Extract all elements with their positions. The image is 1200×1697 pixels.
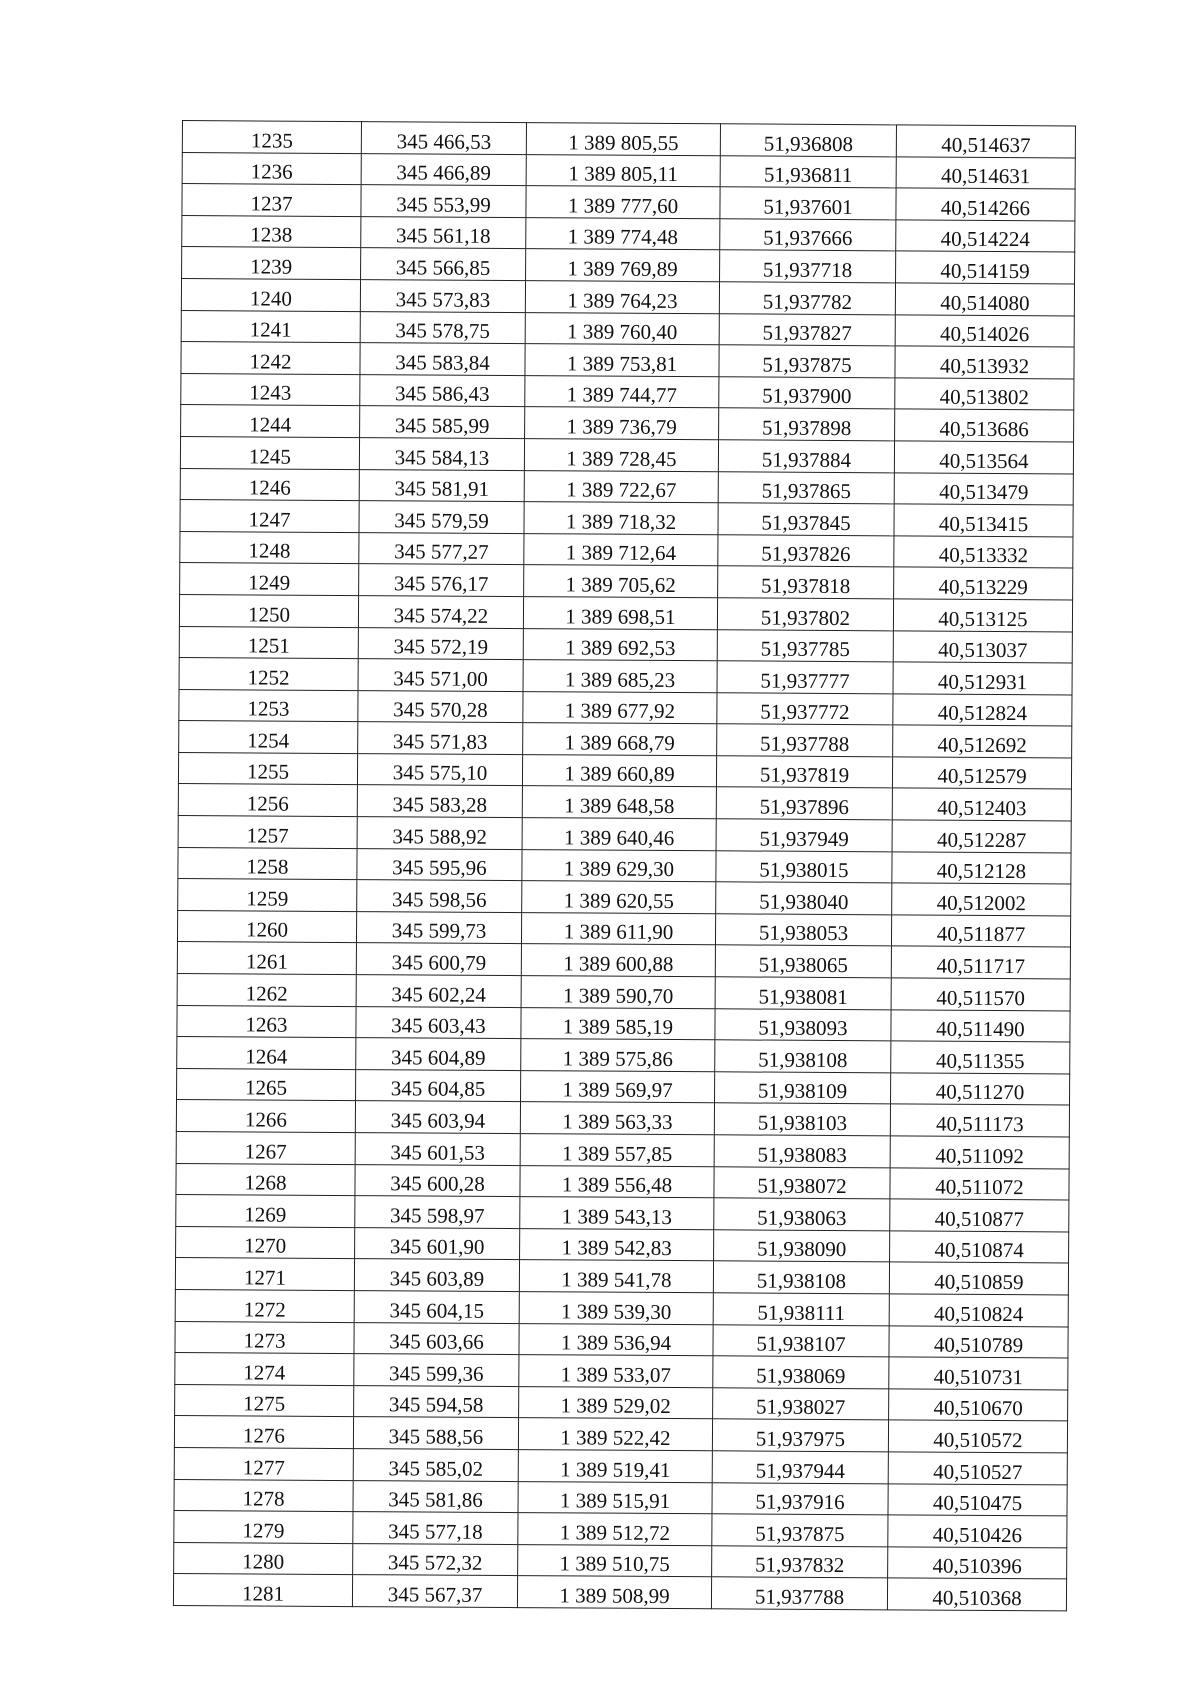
point-number-cell: 1242 xyxy=(181,342,360,375)
point-number-cell: 1247 xyxy=(180,500,359,533)
latitude-cell: 51,937875 xyxy=(719,345,895,378)
latitude-cell: 51,937827 xyxy=(719,313,895,346)
y-coordinate-cell: 1 389 533,07 xyxy=(519,1355,713,1388)
point-number-cell: 1266 xyxy=(176,1100,355,1133)
longitude-cell: 40,511092 xyxy=(890,1136,1069,1169)
latitude-cell: 51,937900 xyxy=(719,377,895,410)
coordinates-table xyxy=(173,120,1076,1611)
latitude-cell: 51,937802 xyxy=(717,598,893,631)
x-coordinate-cell: 345 573,83 xyxy=(360,280,525,313)
longitude-cell: 40,510426 xyxy=(888,1515,1067,1548)
latitude-cell: 51,938111 xyxy=(713,1293,889,1326)
y-coordinate-cell: 1 389 557,85 xyxy=(520,1134,714,1167)
longitude-cell: 40,513125 xyxy=(893,599,1072,632)
y-coordinate-cell: 1 389 774,48 xyxy=(526,217,720,250)
y-coordinate-cell: 1 389 685,23 xyxy=(523,660,717,693)
longitude-cell: 40,514637 xyxy=(896,125,1075,158)
coordinates-table-body xyxy=(173,121,1075,1611)
latitude-cell: 51,938108 xyxy=(715,1040,891,1073)
y-coordinate-cell: 1 389 698,51 xyxy=(523,597,717,630)
table-row xyxy=(173,1574,1066,1611)
y-coordinate-cell: 1 389 620,55 xyxy=(522,881,716,914)
longitude-cell: 40,510859 xyxy=(889,1262,1068,1295)
point-number-cell: 1244 xyxy=(181,405,360,438)
y-coordinate-cell: 1 389 536,94 xyxy=(519,1323,713,1356)
longitude-cell: 40,513564 xyxy=(894,441,1073,474)
longitude-cell: 40,513415 xyxy=(894,504,1073,537)
latitude-cell: 51,938103 xyxy=(714,1103,890,1136)
latitude-cell: 51,937826 xyxy=(718,535,894,568)
point-number-cell: 1261 xyxy=(177,942,356,975)
point-number-cell: 1245 xyxy=(180,436,359,469)
x-coordinate-cell: 345 581,91 xyxy=(359,469,524,502)
point-number-cell: 1264 xyxy=(177,1037,356,1070)
x-coordinate-cell: 345 579,59 xyxy=(359,501,524,534)
x-coordinate-cell: 345 598,56 xyxy=(357,880,522,913)
x-coordinate-cell: 345 594,58 xyxy=(354,1385,519,1418)
y-coordinate-cell: 1 389 542,83 xyxy=(520,1228,714,1261)
longitude-cell: 40,511570 xyxy=(891,978,1070,1011)
y-coordinate-cell: 1 389 575,86 xyxy=(521,1039,715,1072)
latitude-cell: 51,938040 xyxy=(716,882,892,915)
longitude-cell: 40,514224 xyxy=(896,220,1075,253)
point-number-cell: 1262 xyxy=(177,974,356,1007)
x-coordinate-cell: 345 604,85 xyxy=(356,1069,521,1102)
point-number-cell: 1249 xyxy=(180,563,359,596)
y-coordinate-cell: 1 389 512,72 xyxy=(518,1513,712,1546)
y-coordinate-cell: 1 389 556,48 xyxy=(520,1165,714,1198)
y-coordinate-cell: 1 389 541,78 xyxy=(519,1260,713,1293)
longitude-cell: 40,510789 xyxy=(889,1325,1068,1358)
latitude-cell: 51,938109 xyxy=(715,1072,891,1105)
latitude-cell: 51,937884 xyxy=(718,440,894,473)
point-number-cell: 1276 xyxy=(174,1416,353,1449)
point-number-cell: 1251 xyxy=(179,626,358,659)
longitude-cell: 40,513932 xyxy=(895,346,1074,379)
latitude-cell: 51,936808 xyxy=(720,124,896,157)
y-coordinate-cell: 1 389 722,67 xyxy=(524,470,718,503)
x-coordinate-cell: 345 577,27 xyxy=(359,532,524,565)
x-coordinate-cell: 345 576,17 xyxy=(359,564,524,597)
point-number-cell: 1273 xyxy=(175,1321,354,1354)
latitude-cell: 51,937916 xyxy=(712,1482,888,1515)
latitude-cell: 51,937845 xyxy=(718,503,894,536)
longitude-cell: 40,514159 xyxy=(896,251,1075,284)
x-coordinate-cell: 345 588,56 xyxy=(353,1417,518,1450)
y-coordinate-cell: 1 389 648,58 xyxy=(522,786,716,819)
x-coordinate-cell: 345 584,13 xyxy=(359,438,524,471)
x-coordinate-cell: 345 577,18 xyxy=(353,1512,518,1545)
point-number-cell: 1237 xyxy=(182,184,361,217)
latitude-cell: 51,938081 xyxy=(715,977,891,1010)
longitude-cell: 40,511355 xyxy=(891,1041,1070,1074)
point-number-cell: 1257 xyxy=(178,816,357,849)
y-coordinate-cell: 1 389 677,92 xyxy=(523,691,717,724)
x-coordinate-cell: 345 585,99 xyxy=(360,406,525,439)
longitude-cell: 40,510572 xyxy=(888,1420,1067,1453)
longitude-cell: 40,510731 xyxy=(889,1357,1068,1390)
longitude-cell: 40,513686 xyxy=(895,409,1074,442)
point-number-cell: 1278 xyxy=(174,1479,353,1512)
x-coordinate-cell: 345 566,85 xyxy=(361,248,526,281)
longitude-cell: 40,512128 xyxy=(892,852,1071,885)
x-coordinate-cell: 345 572,32 xyxy=(353,1543,518,1576)
y-coordinate-cell: 1 389 508,99 xyxy=(517,1576,711,1609)
longitude-cell: 40,511270 xyxy=(891,1073,1070,1106)
point-number-cell: 1258 xyxy=(178,847,357,880)
latitude-cell: 51,937788 xyxy=(717,724,893,757)
longitude-cell: 40,514080 xyxy=(895,283,1074,316)
longitude-cell: 40,512579 xyxy=(892,757,1071,790)
x-coordinate-cell: 345 603,94 xyxy=(355,1101,520,1134)
point-number-cell: 1277 xyxy=(174,1447,353,1480)
point-number-cell: 1270 xyxy=(176,1226,355,1259)
longitude-cell: 40,510874 xyxy=(890,1231,1069,1264)
latitude-cell: 51,938065 xyxy=(715,945,891,978)
latitude-cell: 51,938027 xyxy=(713,1388,889,1421)
point-number-cell: 1254 xyxy=(179,721,358,754)
x-coordinate-cell: 345 466,89 xyxy=(361,153,526,186)
y-coordinate-cell: 1 389 569,97 xyxy=(521,1070,715,1103)
x-coordinate-cell: 345 586,43 xyxy=(360,374,525,407)
latitude-cell: 51,937782 xyxy=(719,282,895,315)
y-coordinate-cell: 1 389 769,89 xyxy=(526,249,720,282)
point-number-cell: 1279 xyxy=(174,1511,353,1544)
latitude-cell: 51,937865 xyxy=(718,471,894,504)
point-number-cell: 1259 xyxy=(178,879,357,912)
y-coordinate-cell: 1 389 519,41 xyxy=(518,1450,712,1483)
longitude-cell: 40,510670 xyxy=(889,1389,1068,1422)
latitude-cell: 51,938015 xyxy=(716,850,892,883)
latitude-cell: 51,937772 xyxy=(717,692,893,725)
point-number-cell: 1243 xyxy=(181,373,360,406)
x-coordinate-cell: 345 561,18 xyxy=(361,216,526,249)
point-number-cell: 1267 xyxy=(176,1131,355,1164)
latitude-cell: 51,937975 xyxy=(712,1419,888,1452)
point-number-cell: 1246 xyxy=(180,468,359,501)
y-coordinate-cell: 1 389 712,64 xyxy=(524,533,718,566)
x-coordinate-cell: 345 581,86 xyxy=(353,1480,518,1513)
y-coordinate-cell: 1 389 744,77 xyxy=(525,375,719,408)
longitude-cell: 40,510824 xyxy=(889,1294,1068,1327)
x-coordinate-cell: 345 466,53 xyxy=(361,122,526,155)
latitude-cell: 51,937819 xyxy=(716,756,892,789)
y-coordinate-cell: 1 389 777,60 xyxy=(526,186,720,219)
longitude-cell: 40,510527 xyxy=(888,1452,1067,1485)
longitude-cell: 40,511072 xyxy=(890,1167,1069,1200)
latitude-cell: 51,938107 xyxy=(713,1324,889,1357)
latitude-cell: 51,937785 xyxy=(717,629,893,662)
point-number-cell: 1248 xyxy=(180,531,359,564)
y-coordinate-cell: 1 389 522,42 xyxy=(518,1418,712,1451)
latitude-cell: 51,938090 xyxy=(714,1230,890,1263)
longitude-cell: 40,514026 xyxy=(895,314,1074,347)
y-coordinate-cell: 1 389 515,91 xyxy=(518,1481,712,1514)
longitude-cell: 40,512002 xyxy=(892,883,1071,916)
longitude-cell: 40,513479 xyxy=(894,472,1073,505)
point-number-cell: 1252 xyxy=(179,658,358,691)
y-coordinate-cell: 1 389 692,53 xyxy=(523,628,717,661)
latitude-cell: 51,937949 xyxy=(716,819,892,852)
point-number-cell: 1268 xyxy=(176,1163,355,1196)
point-number-cell: 1238 xyxy=(182,215,361,248)
x-coordinate-cell: 345 570,28 xyxy=(358,690,523,723)
y-coordinate-cell: 1 389 805,55 xyxy=(526,123,720,156)
x-coordinate-cell: 345 583,84 xyxy=(360,343,525,376)
y-coordinate-cell: 1 389 760,40 xyxy=(525,312,719,345)
x-coordinate-cell: 345 571,83 xyxy=(358,722,523,755)
point-number-cell: 1241 xyxy=(181,310,360,343)
latitude-cell: 51,937788 xyxy=(711,1577,887,1610)
x-coordinate-cell: 345 553,99 xyxy=(361,185,526,218)
longitude-cell: 40,510475 xyxy=(888,1483,1067,1516)
longitude-cell: 40,512692 xyxy=(893,725,1072,758)
longitude-cell: 40,513229 xyxy=(894,567,1073,600)
x-coordinate-cell: 345 601,53 xyxy=(355,1133,520,1166)
y-coordinate-cell: 1 389 705,62 xyxy=(524,565,718,598)
point-number-cell: 1239 xyxy=(182,247,361,280)
longitude-cell: 40,514266 xyxy=(896,188,1075,221)
x-coordinate-cell: 345 595,96 xyxy=(357,848,522,881)
y-coordinate-cell: 1 389 543,13 xyxy=(520,1197,714,1230)
latitude-cell: 51,938053 xyxy=(715,914,891,947)
longitude-cell: 40,511173 xyxy=(890,1104,1069,1137)
y-coordinate-cell: 1 389 640,46 xyxy=(522,818,716,851)
x-coordinate-cell: 345 572,19 xyxy=(358,627,523,660)
longitude-cell: 40,512824 xyxy=(893,694,1072,727)
point-number-cell: 1260 xyxy=(177,910,356,943)
latitude-cell: 51,937898 xyxy=(719,408,895,441)
x-coordinate-cell: 345 604,89 xyxy=(356,1038,521,1071)
longitude-cell: 40,513332 xyxy=(894,536,1073,569)
point-number-cell: 1274 xyxy=(175,1353,354,1386)
x-coordinate-cell: 345 601,90 xyxy=(355,1227,520,1260)
longitude-cell: 40,511490 xyxy=(891,1009,1070,1042)
y-coordinate-cell: 1 389 611,90 xyxy=(521,912,715,945)
latitude-cell: 51,937944 xyxy=(712,1451,888,1484)
y-coordinate-cell: 1 389 629,30 xyxy=(522,849,716,882)
point-number-cell: 1263 xyxy=(177,1005,356,1038)
latitude-cell: 51,938063 xyxy=(714,1198,890,1231)
latitude-cell: 51,938108 xyxy=(713,1261,889,1294)
point-number-cell: 1272 xyxy=(175,1289,354,1322)
point-number-cell: 1271 xyxy=(175,1258,354,1291)
longitude-cell: 40,510368 xyxy=(887,1578,1066,1611)
latitude-cell: 51,937875 xyxy=(712,1514,888,1547)
latitude-cell: 51,937896 xyxy=(716,787,892,820)
longitude-cell: 40,510877 xyxy=(890,1199,1069,1232)
latitude-cell: 51,937777 xyxy=(717,661,893,694)
x-coordinate-cell: 345 588,92 xyxy=(357,817,522,850)
point-number-cell: 1275 xyxy=(175,1384,354,1417)
longitude-cell: 40,512287 xyxy=(892,820,1071,853)
x-coordinate-cell: 345 585,02 xyxy=(353,1449,518,1482)
point-number-cell: 1250 xyxy=(179,594,358,627)
point-number-cell: 1255 xyxy=(178,752,357,785)
latitude-cell: 51,936811 xyxy=(720,155,896,188)
y-coordinate-cell: 1 389 539,30 xyxy=(519,1292,713,1325)
x-coordinate-cell: 345 602,24 xyxy=(356,975,521,1008)
latitude-cell: 51,938069 xyxy=(713,1356,889,1389)
point-number-cell: 1236 xyxy=(182,152,361,185)
latitude-cell: 51,938093 xyxy=(715,1008,891,1041)
x-coordinate-cell: 345 603,43 xyxy=(356,1006,521,1039)
y-coordinate-cell: 1 389 753,81 xyxy=(525,344,719,377)
x-coordinate-cell: 345 600,28 xyxy=(355,1164,520,1197)
y-coordinate-cell: 1 389 510,75 xyxy=(518,1544,712,1577)
y-coordinate-cell: 1 389 764,23 xyxy=(525,281,719,314)
latitude-cell: 51,938083 xyxy=(714,1135,890,1168)
x-coordinate-cell: 345 599,73 xyxy=(356,911,521,944)
x-coordinate-cell: 345 575,10 xyxy=(357,753,522,786)
longitude-cell: 40,511717 xyxy=(891,946,1070,979)
y-coordinate-cell: 1 389 668,79 xyxy=(523,723,717,756)
point-number-cell: 1253 xyxy=(179,689,358,722)
y-coordinate-cell: 1 389 728,45 xyxy=(524,439,718,472)
y-coordinate-cell: 1 389 585,19 xyxy=(521,1007,715,1040)
latitude-cell: 51,937818 xyxy=(718,566,894,599)
longitude-cell: 40,511877 xyxy=(891,915,1070,948)
x-coordinate-cell: 345 603,66 xyxy=(354,1322,519,1355)
latitude-cell: 51,937718 xyxy=(720,250,896,283)
longitude-cell: 40,513802 xyxy=(895,378,1074,411)
y-coordinate-cell: 1 389 600,88 xyxy=(521,944,715,977)
x-coordinate-cell: 345 578,75 xyxy=(360,311,525,344)
point-number-cell: 1265 xyxy=(177,1068,356,1101)
point-number-cell: 1281 xyxy=(173,1574,352,1607)
y-coordinate-cell: 1 389 660,89 xyxy=(522,754,716,787)
x-coordinate-cell: 345 599,36 xyxy=(354,1354,519,1387)
y-coordinate-cell: 1 389 563,33 xyxy=(520,1102,714,1135)
x-coordinate-cell: 345 600,79 xyxy=(356,943,521,976)
point-number-cell: 1269 xyxy=(176,1195,355,1228)
x-coordinate-cell: 345 574,22 xyxy=(358,595,523,628)
y-coordinate-cell: 1 389 736,79 xyxy=(525,407,719,440)
longitude-cell: 40,512931 xyxy=(893,662,1072,695)
latitude-cell: 51,937601 xyxy=(720,187,896,220)
y-coordinate-cell: 1 389 529,02 xyxy=(519,1386,713,1419)
y-coordinate-cell: 1 389 718,32 xyxy=(524,502,718,535)
longitude-cell: 40,512403 xyxy=(892,788,1071,821)
y-coordinate-cell: 1 389 590,70 xyxy=(521,976,715,1009)
latitude-cell: 51,937666 xyxy=(720,219,896,252)
y-coordinate-cell: 1 389 805,11 xyxy=(526,154,720,187)
point-number-cell: 1240 xyxy=(181,278,360,311)
point-number-cell: 1235 xyxy=(182,121,361,154)
longitude-cell: 40,513037 xyxy=(893,630,1072,663)
point-number-cell: 1280 xyxy=(174,1542,353,1575)
x-coordinate-cell: 345 603,89 xyxy=(354,1259,519,1292)
latitude-cell: 51,938072 xyxy=(714,1166,890,1199)
latitude-cell: 51,937832 xyxy=(712,1545,888,1578)
longitude-cell: 40,514631 xyxy=(896,156,1075,189)
longitude-cell: 40,510396 xyxy=(888,1547,1067,1580)
x-coordinate-cell: 345 598,97 xyxy=(355,1196,520,1229)
x-coordinate-cell: 345 604,15 xyxy=(354,1291,519,1324)
point-number-cell: 1256 xyxy=(178,784,357,817)
x-coordinate-cell: 345 583,28 xyxy=(357,785,522,818)
x-coordinate-cell: 345 571,00 xyxy=(358,659,523,692)
x-coordinate-cell: 345 567,37 xyxy=(352,1575,517,1608)
